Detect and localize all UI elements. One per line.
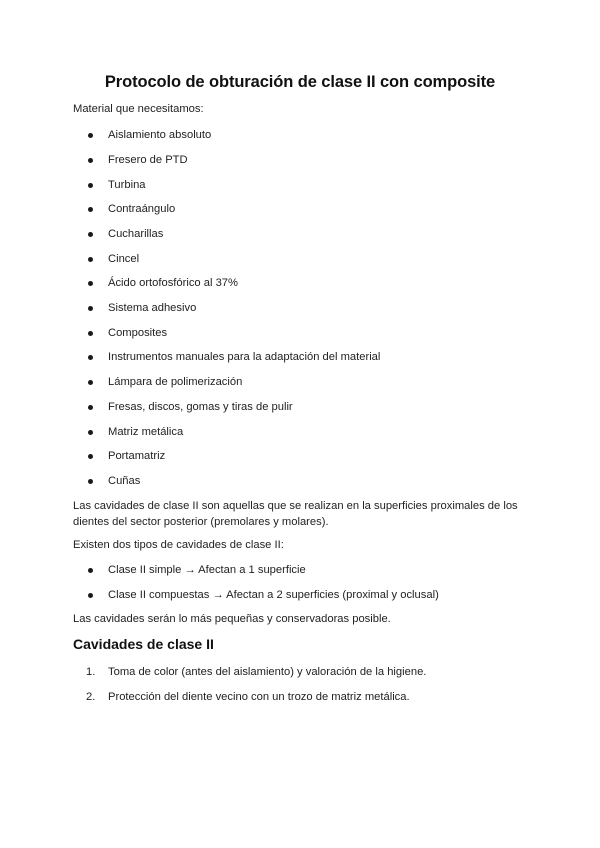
- list-item: [0, 587, 540, 603]
- list-item: [0, 201, 540, 217]
- list-item-text: Protección del diente vecino con un trozo de matriz metálica.: [108, 691, 410, 703]
- list-item-text: Clase II compuestas → Afectan a 2 superficies (proximal y oclusal): [108, 589, 439, 601]
- bullet-icon: [88, 405, 93, 410]
- list-item: [0, 275, 540, 291]
- bullet-icon: [88, 257, 93, 262]
- bullet-icon: [88, 380, 93, 385]
- list-item-text: Toma de color (antes del aislamiento) y valoración de la higiene.: [108, 666, 427, 678]
- list-item: [0, 374, 540, 390]
- list-item: [0, 473, 540, 489]
- definition-line: Las cavidades de clase II son aquellas que se realizan en la superficies proximales de los: [73, 500, 518, 512]
- bullet-icon: [88, 158, 93, 163]
- list-item-text: Ácido ortofosfórico al 37%: [108, 277, 238, 289]
- list-item: [0, 424, 540, 440]
- definition-line: dientes del sector posterior (premolares y molares).: [73, 516, 329, 528]
- list-item: [0, 152, 540, 168]
- list-item-text: Cuñas: [108, 475, 141, 487]
- bullet-icon: [88, 568, 93, 573]
- bullet-icon: [88, 232, 93, 237]
- list-item: [0, 325, 540, 341]
- list-item-text: Matriz metálica: [108, 426, 184, 438]
- list-item: [0, 399, 540, 415]
- list-item-text: Contraángulo: [108, 203, 176, 215]
- list-item-text: Sistema adhesivo: [108, 302, 197, 314]
- list-item: [0, 127, 540, 143]
- bullet-icon: [88, 331, 93, 336]
- list-item: [0, 664, 540, 680]
- bullet-icon: [88, 183, 93, 188]
- list-item-text: Cucharillas: [108, 228, 164, 240]
- size-note-text: Las cavidades serán lo más pequeñas y conservadoras posible.: [73, 613, 391, 625]
- list-item-text: Clase II simple → Afectan a 1 superficie: [108, 564, 306, 576]
- list-item-text: Fresero de PTD: [108, 154, 188, 166]
- list-item: [0, 562, 540, 578]
- bullet-icon: [88, 593, 93, 598]
- list-item: [0, 226, 540, 242]
- list-item-text: Cincel: [108, 253, 140, 265]
- bullet-icon: [88, 355, 93, 360]
- types-intro-text: Existen dos tipos de cavidades de clase II:: [73, 539, 284, 551]
- list-item: [0, 349, 540, 365]
- list-item-text: Portamatriz: [108, 450, 166, 462]
- list-item-text: Instrumentos manuales para la adaptación del material: [108, 351, 381, 363]
- definition-paragraph: [73, 498, 533, 530]
- list-item-text: Composites: [108, 327, 168, 339]
- list-item: [0, 251, 540, 267]
- step-number: 2.: [86, 691, 96, 703]
- bullet-icon: [88, 207, 93, 212]
- step-number: 1.: [86, 666, 96, 678]
- list-item-text: Lámpara de polimerización: [108, 376, 243, 388]
- bullet-icon: [88, 479, 93, 484]
- list-item-text: Fresas, discos, gomas y tiras de pulir: [108, 401, 293, 413]
- list-item: [0, 689, 540, 705]
- list-item: [0, 300, 540, 316]
- bullet-icon: [88, 133, 93, 138]
- list-item: [0, 177, 540, 193]
- list-item: [0, 448, 540, 464]
- list-item-text: Aislamiento absoluto: [108, 129, 212, 141]
- section-heading: Cavidades de clase II: [73, 636, 214, 652]
- bullet-icon: [88, 430, 93, 435]
- bullet-icon: [88, 454, 93, 459]
- intro-text: Material que necesitamos:: [73, 103, 204, 115]
- bullet-icon: [88, 281, 93, 286]
- bullet-icon: [88, 306, 93, 311]
- page-title: Protocolo de obturación de clase II con composite: [104, 73, 496, 91]
- list-item-text: Turbina: [108, 179, 146, 191]
